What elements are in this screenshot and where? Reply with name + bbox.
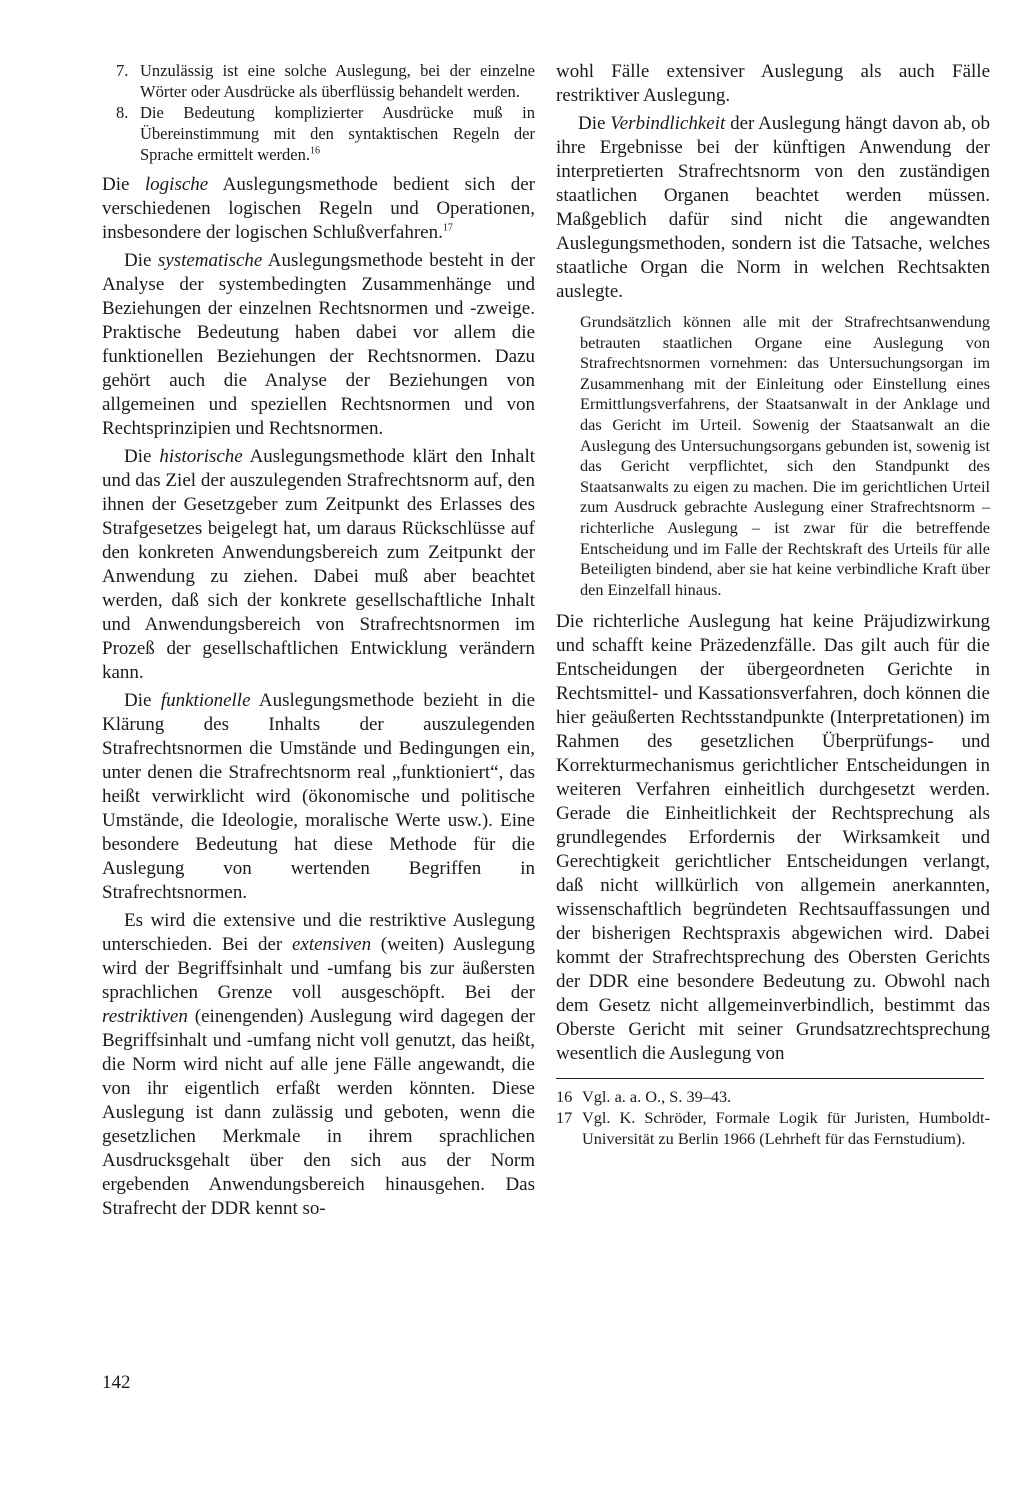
text-run: Auslegungsmethode besteht in der Analyse der systembedingten Zusammenhänge und Beziehungen der einzelnen Rechtsnormen und -zweige. Praktische Bedeutung haben dabei vor allem die funktionellen Beziehungen der Rechtsnormen. Dazu gehört auch die Analyse der Beziehungen von allgemeinen und speziellen Rechtsnormen und von Rechtsprinzipien und Rechtsnormen.: [102, 250, 535, 439]
text-run: Die: [124, 446, 160, 467]
paragraph-systematische: [102, 249, 535, 441]
page-number: 142: [102, 1372, 131, 1393]
paragraph-verbindlichkeit: [556, 112, 990, 304]
list-item-text: Unzulässig ist eine solche Auslegung, bei der einzelne Wörter oder Ausdrücke als überflüssig behandelt werden.: [140, 61, 535, 101]
small-print-paragraph: Grundsätzlich können alle mit der Strafrechtsanwendung betrauten staatlichen Organe eine Auslegung von Strafrechtsnormen vornehmen: das Untersuchungsorgan im Zusammenhang mit der Einleitung oder Einstellung eines Ermittlungsverfahrens, der Staatsanwalt in der Anklage und das Gericht im Urteil. Sowenig der Staatsanwalt an die Auslegung des Untersuchungsorgans gebunden ist, sowenig ist das Gericht verpflichtet, sich den Standpunkt des Staatsanwalts zu eigen zu machen. Die im gerichtlichen Urteil zum Ausdruck gebrachte Auslegung einer Strafrechtsnorm – richterliche Auslegung – ist zwar für die betreffende Entscheidung und im Falle der Rechtskraft des Urteils für alle Beteiligten bindend, aber sie hat keine verbindliche Kraft über den Einzelfall hinaus.: [580, 312, 990, 599]
list-item-number: 7.: [116, 61, 129, 80]
footnote-text: Vgl. K. Schröder, Formale Logik für Juristen, Humboldt-Universität zu Berlin 1966 (Lehrheft für das Fernstudium).: [582, 1107, 990, 1148]
paragraph-historische: [102, 445, 535, 685]
footnote: [556, 1108, 990, 1149]
paragraph-funktionelle: [102, 689, 535, 905]
footnote-ref: 16: [309, 145, 320, 157]
text-run: Es wird die extensive und die restriktive Auslegung unterschieden. Bei der: [102, 910, 535, 955]
list-item-text: [140, 102, 535, 165]
emphasis: extensiven: [291, 934, 372, 955]
text-run: der Auslegung hängt davon ab, ob ihre Ergebnisse bei der künftigen Anwendung der interpretierten Strafrechtsnorm von den zuständigen staatlichen Organen beachtet werden müssen. Maßgeblich dafür sind nicht die angewandten Auslegungsmethoden, sondern ist die Tatsache, welches staatliche Organ die Norm in welchen Rechtsakten auslegte.: [556, 113, 990, 302]
emphasis: restriktiven: [102, 1006, 188, 1027]
list-item-text-content: Die Bedeutung komplizierter Ausdrücke muß in Übereinstimmung mit den syntaktischen Regeln der Sprache ermittelt werden.: [140, 103, 535, 164]
footnote-ref: 17: [442, 222, 453, 234]
emphasis: logische: [144, 174, 209, 195]
footnote-number: 16: [556, 1087, 573, 1107]
right-column: [556, 60, 990, 1149]
text-run: Auslegungsmethode klärt den Inhalt und das Ziel der auszulegenden Strafrechtsnorm auf, den ihnen der Gesetzgeber zum Zeitpunkt des Erlasses des Strafgesetzes beigelegt hat, um daraus Rückschlüsse auf den konkreten Anwendungsbereich zum Zeitpunkt der Anwendung zu ziehen. Dabei muß aber beachtet werden, daß sich der konkrete gesellschaftliche Inhalt und Anwendungsbereich von Strafrechtsnormen im Prozeß der gesellschaftlichen Entwicklung verändern kann.: [102, 446, 535, 683]
text-run: Auslegungsmethode bedient sich der verschiedenen logischen Regeln und Operationen, insbesondere der logischen Schlußverfahren.: [102, 174, 535, 243]
emphasis: systematische: [157, 250, 263, 271]
list-item-number: 8.: [116, 103, 129, 122]
emphasis: historische: [159, 446, 243, 467]
footnote-divider: [556, 1078, 984, 1079]
numbered-list: [102, 60, 535, 165]
text-run: Die: [578, 113, 611, 134]
footnote: [556, 1087, 990, 1108]
text-run: Die: [124, 250, 158, 271]
paragraph-richterliche: Die richterliche Auslegung hat keine Präjudizwirkung und schafft keine Präzedenzfälle. Das gilt auch für die Entscheidungen der übergeordneten Gerichte in Rechtsmittel- und Kassationsverfahren, doch können die hier geäußerten Rechtsstandpunkte (Interpretationen) im Rahmen des gesetzlichen Überprüfungs- und Korrekturmechanismus gerichtlicher Entscheidungen in weiteren Verfahren einheitlich durchgesetzt werden. Gerade die Einheitlichkeit der Rechtsprechung als grundlegendes Erfordernis der Wirksamkeit und Gerechtigkeit gerichtlicher Entscheidungen verlangt, daß nicht willkürlich von allgemein anerkannten, wissenschaftlich begründeten Rechtsauffassungen und der bisherigen Rechtspraxis abgewichen wird. Dabei kommt der Strafrechtsprechung des Obersten Gerichts der DDR eine besondere Bedeutung zu. Obwohl nach dem Gesetz nicht allgemeinverbindlich, bestimmt das Oberste Gericht mit seiner Grundsatzrechtsprechung wesentlich die Auslegung von: [556, 611, 990, 1065]
emphasis: funktionelle: [160, 690, 251, 711]
emphasis: Verbindlichkeit: [610, 113, 726, 134]
list-item: [102, 60, 535, 102]
text-run: Die: [124, 690, 161, 711]
text-run: Auslegungsmethode bezieht in die Klärung des Inhalts der auszulegenden Strafrechtsnormen die Umstände und Bedingungen ein, unter denen die Strafrechtsnorm real „funktioniert“, das heißt verwirklicht wird (ökonomische und politische Umstände, die Ideologie, moralische Werte usw.). Eine besondere Bedeutung hat diese Methode für die Auslegung von wertenden Begriffen in Strafrechtsnormen.: [102, 690, 536, 903]
left-column: [102, 60, 535, 1225]
footnote-text: Vgl. a. a. O., S. 39–43.: [582, 1087, 732, 1107]
footnote-number: 17: [556, 1107, 573, 1127]
text-run: (weiten) Auslegung wird der Begriffsinhalt und -umfang bis zur äußersten sprachlichen Grenze voll ausgeschöpft. Bei der: [102, 934, 536, 1003]
list-item: [102, 102, 535, 165]
paragraph-extensive-restriktive: [102, 909, 535, 1221]
paragraph-logische: [102, 173, 535, 245]
text-run: Die: [102, 174, 145, 195]
text-run: (einengenden) Auslegung wird dagegen der Begriffsinhalt und -umfang nicht voll genutzt, das heißt, die Norm wird nicht auf alle jene Fälle angewandt, die von ihr eigentlich erfaßt werden könnten. Diese Auslegung ist dann zulässig und geboten, wenn die gesetzlichen Merkmale in ihrem sprachlichen Ausdrucksgehalt über den sich aus der Norm ergebenden Anwendungsbereich hinausgehen. Das Strafrecht der DDR kennt so-: [102, 1006, 535, 1219]
paragraph-continuation: wohl Fälle extensiver Auslegung als auch Fälle restriktiver Auslegung.: [556, 61, 990, 106]
small-print-block: [580, 312, 990, 600]
